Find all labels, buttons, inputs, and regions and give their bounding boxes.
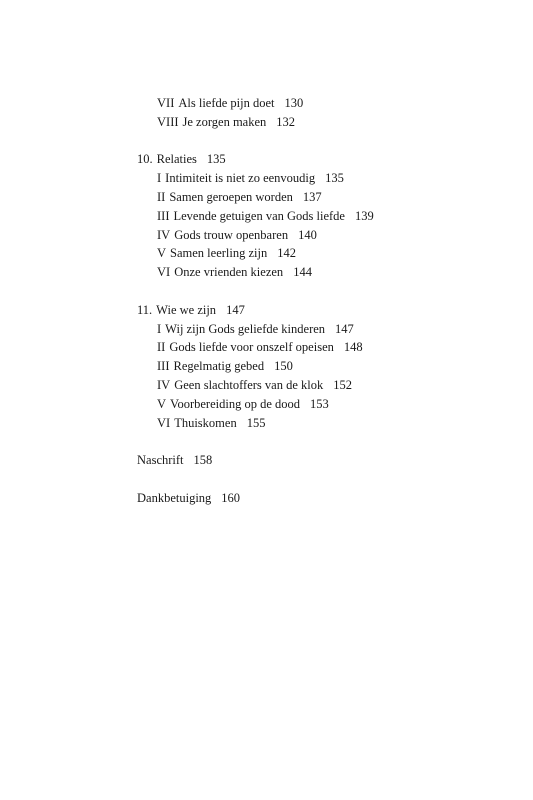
toc-entry-number: II xyxy=(157,189,166,204)
toc-spacer xyxy=(137,432,497,451)
toc-entry-page-number: 132 xyxy=(276,114,296,129)
table-of-contents xyxy=(137,94,497,508)
toc-entry-title: Samen geroepen worden xyxy=(169,189,293,204)
toc-entry-number: IV xyxy=(157,227,171,242)
toc-entry-number: V xyxy=(157,396,167,411)
toc-entry-title: Voorbereiding op de dood xyxy=(170,396,300,411)
toc-entry-number: I xyxy=(157,321,162,336)
toc-entry-title: Als liefde pijn doet xyxy=(178,96,275,110)
toc-section-entry xyxy=(137,338,497,357)
toc-chapter-entry xyxy=(137,301,497,320)
toc-section-entry xyxy=(137,188,497,207)
toc-entry-title: Dankbetuiging xyxy=(137,490,212,505)
toc-section-entry xyxy=(137,226,497,245)
toc-entry-page-number: 140 xyxy=(298,227,317,242)
toc-entry-page-number: 147 xyxy=(226,302,245,317)
toc-entry-title: Gods liefde voor onszelf opeisen xyxy=(169,340,334,355)
toc-entry-number: II xyxy=(157,340,166,355)
toc-chapter-entry xyxy=(137,489,497,508)
toc-entry-title: Gods trouw openbaren xyxy=(174,227,289,242)
toc-section-entry xyxy=(137,113,497,132)
toc-entry-page-number: 135 xyxy=(325,171,344,186)
toc-entry-page-number: 153 xyxy=(310,396,329,411)
toc-chapter-entry xyxy=(137,451,497,470)
toc-section-entry xyxy=(137,376,497,395)
toc-entry-number: VI xyxy=(157,265,171,280)
toc-entry-page-number: 135 xyxy=(206,152,226,167)
toc-entry-page-number: 155 xyxy=(246,415,266,430)
toc-entry-page-number: 158 xyxy=(193,453,213,468)
toc-spacer xyxy=(137,132,497,151)
toc-entry-title: Geen slachtoffers van de klok xyxy=(174,377,324,392)
toc-entry-number: IV xyxy=(157,377,171,392)
toc-entry-title: Relaties xyxy=(156,152,197,167)
toc-section-entry xyxy=(137,169,497,188)
toc-section-entry xyxy=(137,414,497,433)
toc-entry-number: 11. xyxy=(137,302,153,317)
toc-entry-title: Wij zijn Gods geliefde kinderen xyxy=(165,321,326,336)
toc-entry-number: III xyxy=(157,208,170,223)
toc-spacer xyxy=(137,282,497,301)
toc-section-entry xyxy=(137,244,497,263)
toc-entry-number: 10. xyxy=(137,152,153,167)
toc-entry-number: VI xyxy=(157,415,171,430)
toc-entry-title: Levende getuigen van Gods liefde xyxy=(173,208,345,223)
toc-entry-page-number: 142 xyxy=(277,246,296,261)
toc-entry-title: Wie we zijn xyxy=(156,302,217,317)
toc-entry-page-number: 139 xyxy=(354,208,374,223)
toc-entry-title: Regelmatig gebed xyxy=(173,359,265,374)
toc-entry-page-number: 150 xyxy=(274,359,293,374)
toc-section-entry xyxy=(137,263,497,282)
toc-entry-number: VII xyxy=(157,96,175,110)
toc-entry-title: Intimiteit is niet zo eenvoudig xyxy=(165,171,316,186)
toc-chapter-entry xyxy=(137,150,497,169)
toc-section-entry xyxy=(137,207,497,226)
toc-entry-number: I xyxy=(157,171,162,186)
toc-spacer xyxy=(137,470,497,489)
toc-entry-title: Thuiskomen xyxy=(174,415,237,430)
toc-entry-title: Onze vrienden kiezen xyxy=(174,265,284,280)
toc-entry-page-number: 148 xyxy=(343,340,363,355)
toc-entry-number: V xyxy=(157,246,167,261)
toc-entry-page-number: 147 xyxy=(335,321,354,336)
toc-entry-page-number: 152 xyxy=(333,377,352,392)
toc-entry-number: III xyxy=(157,359,170,374)
toc-entry-title: Je zorgen maken xyxy=(182,114,267,129)
toc-entry-number: VIII xyxy=(157,114,179,129)
toc-entry-title: Naschrift xyxy=(137,453,184,468)
toc-entry-page-number: 144 xyxy=(293,265,312,280)
toc-entry-page-number: 130 xyxy=(284,96,304,110)
toc-section-entry xyxy=(137,320,497,339)
toc-entry-page-number: 160 xyxy=(221,490,241,505)
toc-section-entry xyxy=(137,94,497,113)
toc-entry-title: Samen leerling zijn xyxy=(170,246,268,261)
toc-section-entry xyxy=(137,395,497,414)
toc-entry-page-number: 137 xyxy=(302,189,322,204)
toc-section-entry xyxy=(137,357,497,376)
